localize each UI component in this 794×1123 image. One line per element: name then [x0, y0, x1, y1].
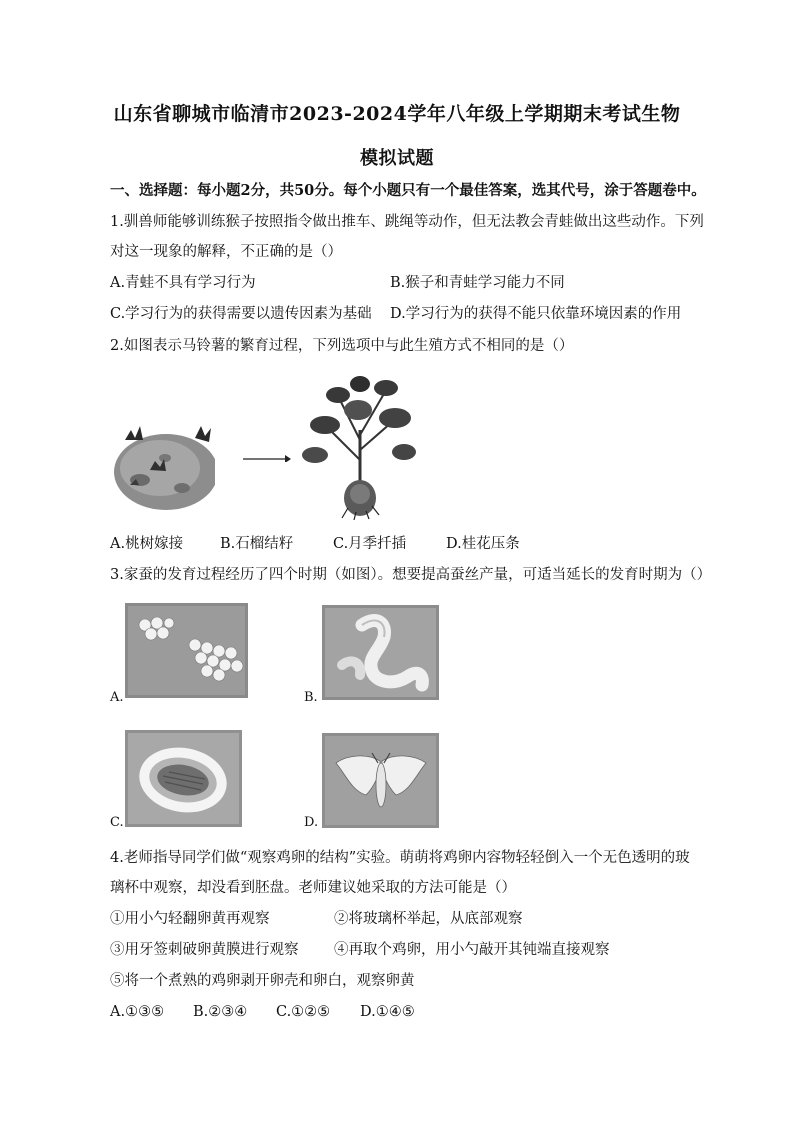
q2-option-d: D.桂花压条	[446, 536, 520, 552]
q4-option-d: D.①④⑤	[360, 1004, 415, 1020]
section-heading: 一、选择题：每小题2分，共50分。每个小题只有一个最佳答案，选其代号，涂于答题卷中。	[110, 182, 706, 199]
q2-stem: 2.如图表示马铃薯的繁育过程，下列选项中与此生殖方式不相同的是（）	[110, 338, 574, 354]
exam-title: 山东省聊城市临清市2023-2024学年八年级上学期期末考试生物	[113, 103, 681, 125]
q1-option-c: C.学习行为的获得需要以遗传因素为基础	[110, 306, 372, 322]
q4-choice-3: ③用牙签刺破卵黄膜进行观察	[110, 942, 299, 958]
q4-option-a: A.①③⑤	[110, 1004, 165, 1020]
q4-choice-4: ④再取个鸡卵，用小勺敲开其钝端直接观察	[334, 942, 610, 958]
silkworm-pupa-image	[125, 730, 242, 827]
q3-image-label-a: A.	[110, 690, 124, 705]
q1-option-d: D.学习行为的获得不能只依靠环境因素的作用	[390, 306, 682, 322]
q3-stem: 3.家蚕的发育过程经历了四个时期（如图）。想要提高蚕丝产量，可适当延长的发育时期为（）	[110, 567, 712, 583]
potato-plant-image	[300, 370, 418, 520]
arrow-icon	[243, 450, 291, 462]
q4-choice-2: ②将玻璃杯举起，从底部观察	[334, 911, 523, 927]
q2-option-b: B.石榴结籽	[220, 536, 294, 552]
q2-option-a: A.桃树嫁接	[110, 536, 184, 552]
q4-choice-5: ⑤将一个煮熟的鸡卵剥开卵壳和卵白，观察卵黄	[110, 973, 415, 989]
q1-option-a: A.青蛙不具有学习行为	[110, 275, 256, 291]
q4-option-b: B.②③④	[193, 1004, 248, 1020]
q4-stem-line1: 4.老师指导同学们做“观察鸡卵的结构”实验。萌萌将鸡卵内容物轻轻倒入一个无色透明的玻	[110, 850, 690, 866]
q2-option-c: C.月季扦插	[333, 536, 407, 552]
q3-image-label-d: D.	[304, 815, 319, 830]
potato-tuber-image	[110, 410, 215, 510]
q3-image-label-c: C.	[110, 815, 124, 830]
q1-option-b: B.猴子和青蛙学习能力不同	[390, 275, 565, 291]
q1-stem-line1: 1.驯兽师能够训练猴子按照指令做出推车、跳绳等动作，但无法教会青蛙做出这些动作。下列	[110, 214, 704, 230]
q4-option-c: C.①②⑤	[276, 1004, 331, 1020]
silkworm-eggs-image	[125, 603, 248, 698]
q4-choice-1: ①用小勺轻翻卵黄再观察	[110, 911, 270, 927]
q3-image-label-b: B.	[304, 690, 318, 705]
silkworm-moth-image	[322, 733, 439, 828]
q4-stem-line2: 璃杯中观察，却没看到胚盘。老师建议她采取的方法可能是（）	[110, 880, 516, 896]
q1-stem-line2: 对这一现象的解释，不正确的是（）	[110, 244, 342, 260]
silkworm-larva-image	[322, 605, 439, 700]
exam-subtitle: 模拟试题	[360, 148, 434, 169]
